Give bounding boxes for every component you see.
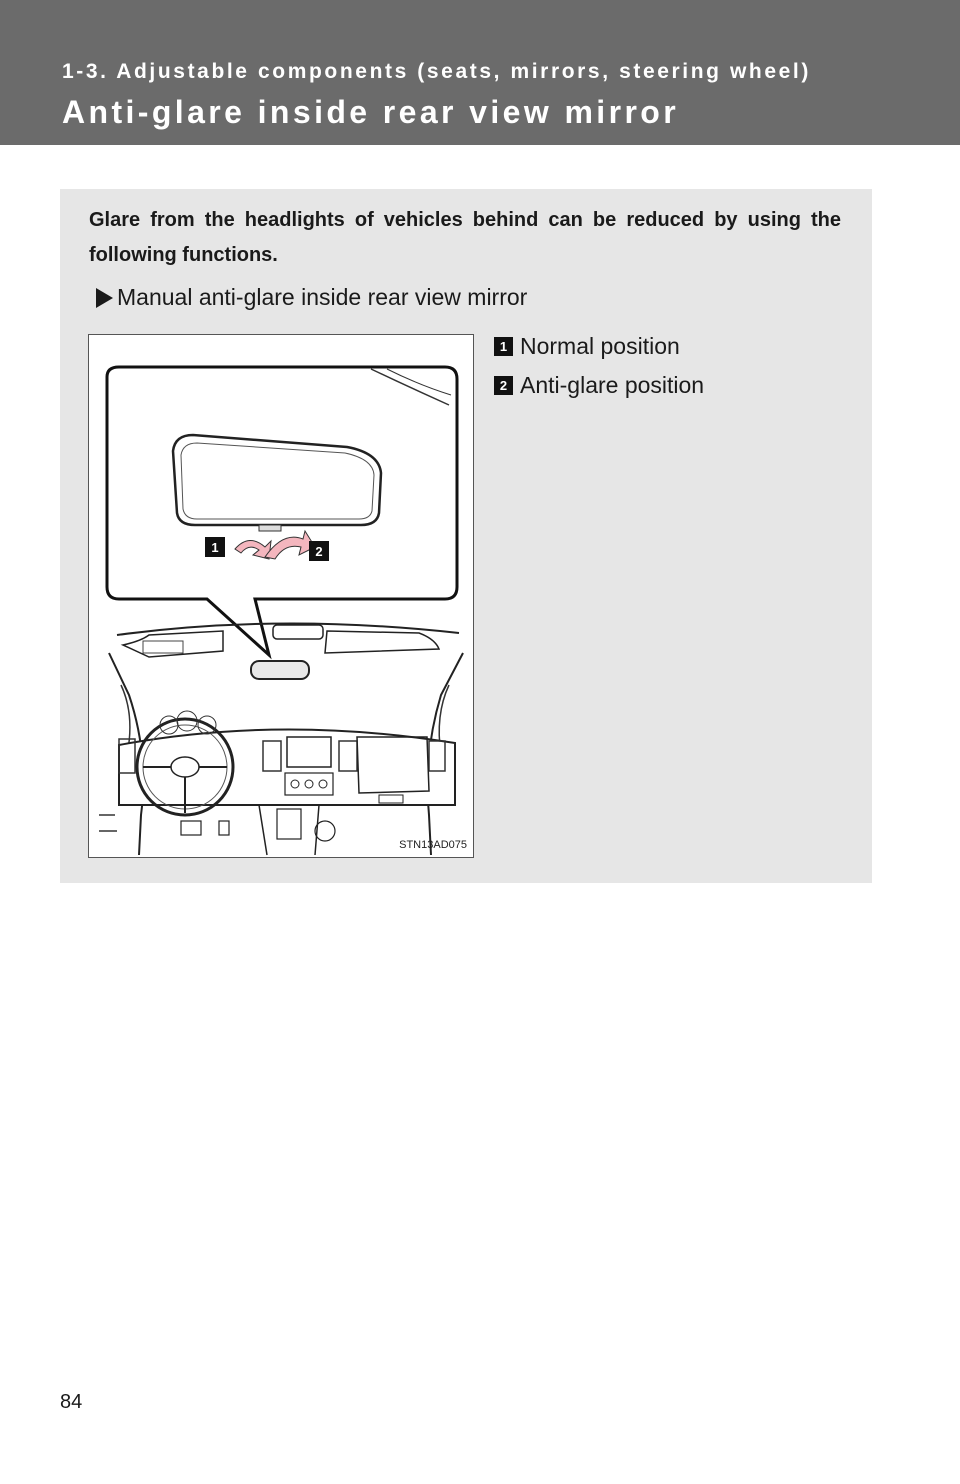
subhead-label: Manual anti-glare inside rear view mirror: [117, 284, 528, 310]
section-label: 1-3. Adjustable components (seats, mirrors, steering wheel): [62, 60, 811, 83]
legend-item-anti-glare: [494, 366, 704, 405]
number-box-icon: 1: [494, 337, 513, 356]
car-interior-drawing: [89, 335, 473, 857]
intro-text: Glare from the headlights of vehicles behind can be reduced by using the following functions.: [89, 209, 841, 266]
mirror-illustration: [88, 334, 474, 858]
content-panel: [60, 189, 872, 883]
callout-2-label: 2: [315, 544, 323, 559]
page-title: Anti-glare inside rear view mirror: [62, 94, 680, 130]
subhead: [96, 284, 527, 311]
page-header: [0, 0, 960, 145]
callout-1-label: 1: [211, 540, 219, 555]
number-box-icon: 2: [494, 376, 513, 395]
triangle-bullet-icon: [96, 288, 113, 308]
legend-item-normal: [494, 327, 704, 366]
page-number: 84: [60, 1391, 83, 1413]
legend-label: Anti-glare position: [520, 372, 705, 398]
legend: [494, 327, 704, 405]
figure-code: STN13AD075: [399, 839, 467, 851]
legend-label: Normal position: [520, 333, 680, 359]
